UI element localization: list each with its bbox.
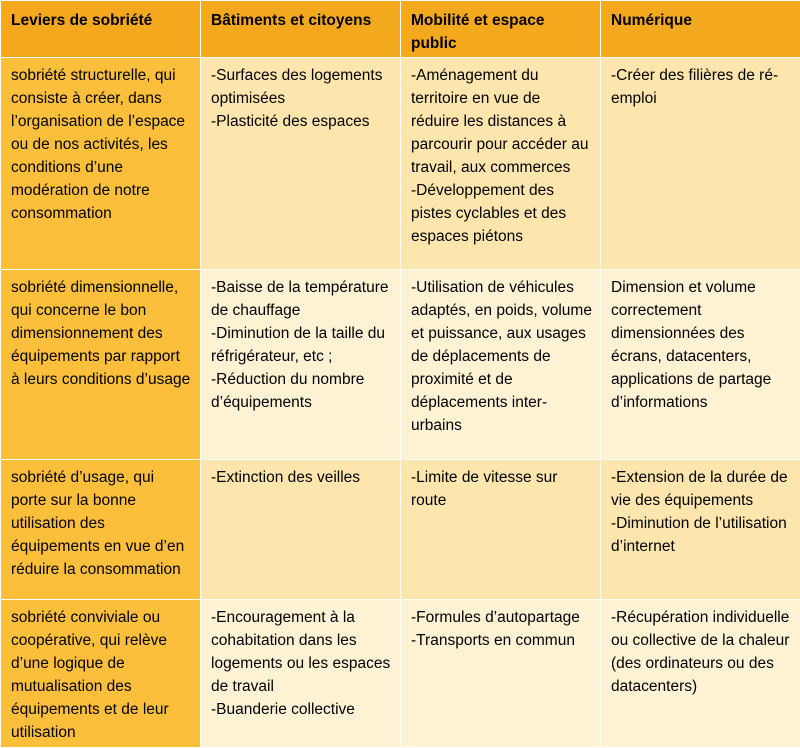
lever-usage: sobriété d’usage, qui porte sur la bonne utilisation des équipements en vue d’en réduire la consommation: [1, 460, 201, 600]
cell-batiments: -Surfaces des logements optimisées -Plasticité des espaces: [201, 58, 401, 270]
header-mobilite: Mobilité et espace public: [401, 1, 601, 58]
header-batiments: Bâtiments et citoyens: [201, 1, 401, 58]
cell-numerique: -Extension de la durée de vie des équipements -Diminution de l’utilisation d’internet: [601, 460, 800, 600]
cell-mobilite: -Limite de vitesse sur route: [401, 460, 601, 600]
lever-structurelle: sobriété structurelle, qui consiste à créer, dans l’organisation de l’espace ou de nos activités, les conditions d’une modération de notre consommation: [1, 58, 201, 270]
cell-mobilite: -Utilisation de véhicules adaptés, en poids, volume et puissance, aux usages de déplacements de proximité et de déplacements inter-urbains: [401, 270, 601, 460]
cell-batiments: -Extinction des veilles: [201, 460, 401, 600]
table-row: [1, 270, 800, 460]
header-numerique: Numérique: [601, 1, 800, 58]
table-row: [1, 600, 800, 748]
cell-numerique: Dimension et volume correctement dimensionnées des écrans, datacenters, applications de partage d’informations: [601, 270, 800, 460]
lever-dimensionnelle: sobriété dimensionnelle, qui concerne le bon dimensionnement des équipements par rapport à leurs conditions d’usage: [1, 270, 201, 460]
cell-mobilite: -Formules d’autopartage -Transports en commun: [401, 600, 601, 748]
cell-numerique: -Créer des filières de ré-emploi: [601, 58, 800, 270]
header-leviers: Leviers de sobriété: [1, 1, 201, 58]
table-header: [1, 1, 800, 58]
cell-numerique: -Récupération individuelle ou collective de la chaleur (des ordinateurs ou des datacenters): [601, 600, 800, 748]
lever-conviviale: sobriété conviviale ou coopérative, qui relève d’une logique de mutualisation des équipements et de leur utilisation: [1, 600, 201, 748]
table-row: [1, 460, 800, 600]
cell-batiments: -Encouragement à la cohabitation dans les logements ou les espaces de travail -Buanderie collective: [201, 600, 401, 748]
cell-mobilite: -Aménagement du territoire en vue de réduire les distances à parcourir pour accéder au travail, aux commerces -Développement des pistes cyclables et des espaces piétons: [401, 58, 601, 270]
table-row: [1, 58, 800, 270]
cell-batiments: -Baisse de la température de chauffage -Diminution de la taille du réfrigérateur, etc ; -Réduction du nombre d’équipements: [201, 270, 401, 460]
